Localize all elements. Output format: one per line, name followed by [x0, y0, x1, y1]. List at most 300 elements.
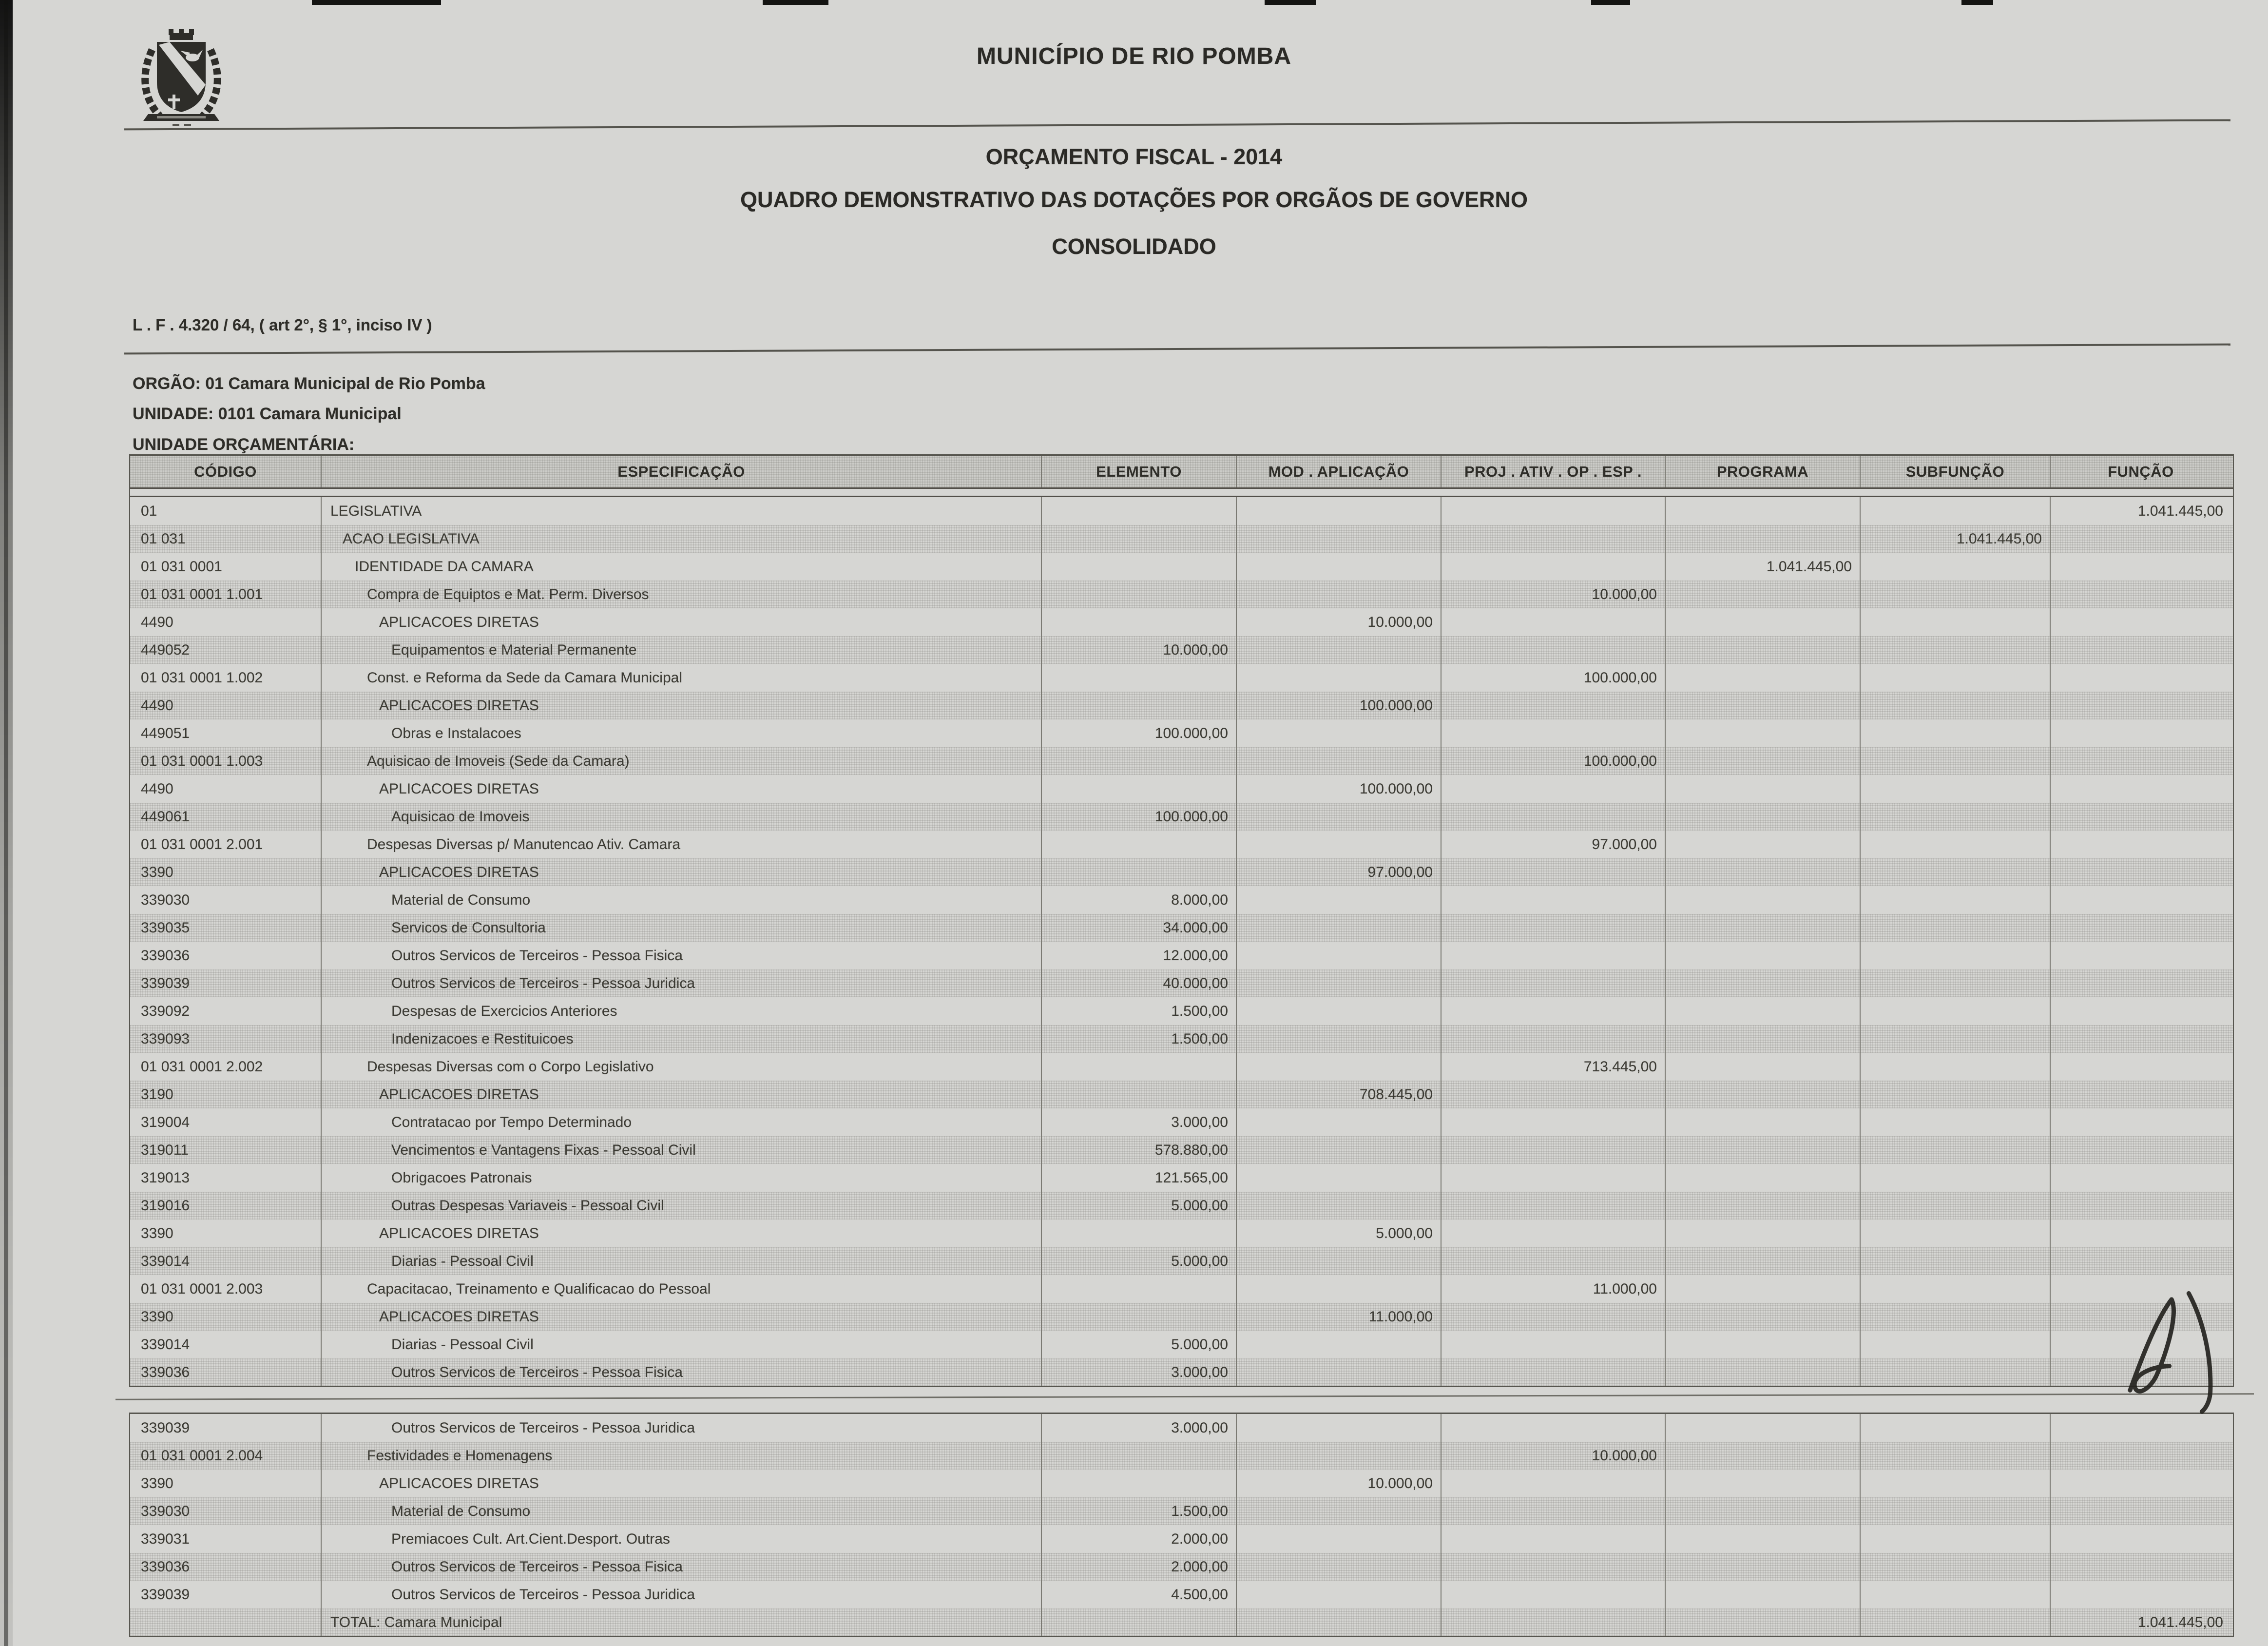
funcao-cell	[2051, 1164, 2231, 1192]
elemento-cell	[1042, 1470, 1237, 1497]
programa-cell	[1666, 525, 1861, 553]
mod-aplicacao-cell	[1237, 636, 1442, 664]
code-cell: 3390	[130, 1470, 322, 1497]
table-row	[130, 636, 2233, 664]
table-row	[130, 1442, 2233, 1470]
spec-cell: Despesas Diversas com o Corpo Legislativo	[322, 1053, 1042, 1081]
spec-cell: Contratacao por Tempo Determinado	[322, 1108, 1042, 1136]
mod-aplicacao-cell	[1237, 1581, 1442, 1608]
elemento-cell	[1042, 608, 1237, 636]
programa-cell	[1666, 1053, 1861, 1081]
funcao-cell	[2051, 914, 2231, 942]
column-header-4: PROJ . ATIV . OP . ESP .	[1442, 456, 1666, 487]
mod-aplicacao-cell: 10.000,00	[1237, 608, 1442, 636]
code-cell	[130, 1608, 322, 1636]
mod-aplicacao-cell	[1237, 1136, 1442, 1164]
elemento-cell: 1.500,00	[1042, 1497, 1237, 1525]
mod-aplicacao-cell	[1237, 942, 1442, 969]
code-cell: 01 031	[130, 525, 322, 553]
subfuncao-cell	[1861, 1525, 2051, 1553]
programa-cell	[1666, 942, 1861, 969]
table-row	[130, 664, 2233, 692]
subfuncao-cell	[1861, 1331, 2051, 1358]
spec-cell: Outros Servicos de Terceiros - Pessoa Juridica	[322, 1414, 1042, 1442]
proj-ativ-op-esp-cell	[1442, 1470, 1666, 1497]
proj-ativ-op-esp-cell	[1442, 1164, 1666, 1192]
mod-aplicacao-cell	[1237, 1331, 1442, 1358]
programa-cell	[1666, 775, 1861, 803]
funcao-cell	[2051, 1442, 2231, 1470]
elemento-cell: 1.500,00	[1042, 1025, 1237, 1053]
table-header-double-line	[130, 489, 2233, 497]
mod-aplicacao-cell: 97.000,00	[1237, 858, 1442, 886]
mod-aplicacao-cell	[1237, 886, 1442, 914]
funcao-cell	[2051, 1136, 2231, 1164]
spec-cell: TOTAL: Camara Municipal	[322, 1608, 1042, 1636]
proj-ativ-op-esp-cell	[1442, 1414, 1666, 1442]
proj-ativ-op-esp-cell	[1442, 942, 1666, 969]
elemento-cell	[1042, 497, 1237, 525]
subfuncao-cell	[1861, 969, 2051, 997]
programa-cell	[1666, 1414, 1861, 1442]
subfuncao-cell	[1861, 1553, 2051, 1581]
column-header-2: ELEMENTO	[1042, 456, 1237, 487]
subfuncao-cell	[1861, 1470, 2051, 1497]
table-row	[130, 831, 2233, 858]
code-cell: 339036	[130, 1358, 322, 1386]
subfuncao-cell	[1861, 1053, 2051, 1081]
elemento-cell: 4.500,00	[1042, 1581, 1237, 1608]
programa-cell	[1666, 1192, 1861, 1220]
unidade-orcamentaria-line: UNIDADE ORÇAMENTÁRIA:	[133, 435, 355, 454]
table-row	[130, 858, 2233, 886]
mod-aplicacao-cell	[1237, 1247, 1442, 1275]
proj-ativ-op-esp-cell	[1442, 1220, 1666, 1247]
elemento-cell	[1042, 775, 1237, 803]
budget-table-section-1	[129, 454, 2234, 1387]
spec-cell: Aquisicao de Imoveis (Sede da Camara)	[322, 747, 1042, 775]
table-row	[130, 1303, 2233, 1331]
elemento-cell	[1042, 858, 1237, 886]
spec-cell: Material de Consumo	[322, 886, 1042, 914]
table-row	[130, 1081, 2233, 1108]
subfuncao-cell	[1861, 997, 2051, 1025]
proj-ativ-op-esp-cell: 11.000,00	[1442, 1275, 1666, 1303]
spec-cell: Const. e Reforma da Sede da Camara Municipal	[322, 664, 1042, 692]
scan-top-mark	[1591, 0, 1630, 5]
funcao-cell	[2051, 831, 2231, 858]
spec-cell: Festividades e Homenagens	[322, 1442, 1042, 1470]
code-cell: 319004	[130, 1108, 322, 1136]
proj-ativ-op-esp-cell	[1442, 803, 1666, 831]
proj-ativ-op-esp-cell	[1442, 497, 1666, 525]
subfuncao-cell	[1861, 1275, 2051, 1303]
code-cell: 319013	[130, 1164, 322, 1192]
elemento-cell: 10.000,00	[1042, 636, 1237, 664]
table-row	[130, 1220, 2233, 1247]
unidade-line: UNIDADE: 0101 Camara Municipal	[133, 405, 402, 423]
mod-aplicacao-cell: 5.000,00	[1237, 1220, 1442, 1247]
proj-ativ-op-esp-cell	[1442, 886, 1666, 914]
proj-ativ-op-esp-cell	[1442, 858, 1666, 886]
orgao-line: ORGÃO: 01 Camara Municipal de Rio Pomba	[133, 374, 485, 393]
funcao-cell	[2051, 1192, 2231, 1220]
spec-cell: APLICACOES DIRETAS	[322, 1081, 1042, 1108]
funcao-cell	[2051, 1470, 2231, 1497]
subfuncao-cell	[1861, 914, 2051, 942]
funcao-cell	[2051, 803, 2231, 831]
programa-cell	[1666, 719, 1861, 747]
subfuncao-cell	[1861, 1414, 2051, 1442]
spec-cell: APLICACOES DIRETAS	[322, 692, 1042, 719]
document-scope: CONSOLIDADO	[1052, 234, 1216, 259]
elemento-cell	[1042, 1220, 1237, 1247]
spec-cell: Premiacoes Cult. Art.Cient.Desport. Outras	[322, 1525, 1042, 1553]
code-cell: 01 031 0001 2.004	[130, 1442, 322, 1470]
programa-cell	[1666, 1108, 1861, 1136]
programa-cell	[1666, 1470, 1861, 1497]
elemento-cell: 121.565,00	[1042, 1164, 1237, 1192]
programa-cell	[1666, 1303, 1861, 1331]
spec-cell: Outros Servicos de Terceiros - Pessoa Fisica	[322, 1358, 1042, 1386]
legal-divider-line	[124, 344, 2230, 355]
elemento-cell: 2.000,00	[1042, 1553, 1237, 1581]
programa-cell	[1666, 858, 1861, 886]
mod-aplicacao-cell	[1237, 831, 1442, 858]
programa-cell	[1666, 914, 1861, 942]
column-header-3: MOD . APLICAÇÃO	[1237, 456, 1442, 487]
mod-aplicacao-cell: 11.000,00	[1237, 1303, 1442, 1331]
proj-ativ-op-esp-cell	[1442, 1581, 1666, 1608]
spec-cell: Outros Servicos de Terceiros - Pessoa Fisica	[322, 942, 1042, 969]
mod-aplicacao-cell	[1237, 1053, 1442, 1081]
elemento-cell	[1042, 1081, 1237, 1108]
subfuncao-cell	[1861, 1581, 2051, 1608]
proj-ativ-op-esp-cell	[1442, 1025, 1666, 1053]
mod-aplicacao-cell	[1237, 553, 1442, 581]
programa-cell	[1666, 1081, 1861, 1108]
subfuncao-cell	[1861, 942, 2051, 969]
table-row	[130, 1331, 2233, 1358]
elemento-cell	[1042, 1303, 1237, 1331]
funcao-cell	[2051, 525, 2231, 553]
subfuncao-cell	[1861, 1442, 2051, 1470]
spec-cell: Outros Servicos de Terceiros - Pessoa Juridica	[322, 1581, 1042, 1608]
code-cell: 339030	[130, 1497, 322, 1525]
mod-aplicacao-cell	[1237, 914, 1442, 942]
funcao-cell	[2051, 664, 2231, 692]
code-cell: 319016	[130, 1192, 322, 1220]
funcao-cell	[2051, 636, 2231, 664]
table-row	[130, 1275, 2233, 1303]
spec-cell: APLICACOES DIRETAS	[322, 1220, 1042, 1247]
proj-ativ-op-esp-cell: 10.000,00	[1442, 581, 1666, 608]
programa-cell	[1666, 1442, 1861, 1470]
programa-cell	[1666, 1553, 1861, 1581]
code-cell: 449061	[130, 803, 322, 831]
table-row	[130, 581, 2233, 608]
elemento-cell: 5.000,00	[1042, 1331, 1237, 1358]
table-row	[130, 1108, 2233, 1136]
funcao-cell	[2051, 942, 2231, 969]
table-row	[130, 1192, 2233, 1220]
proj-ativ-op-esp-cell	[1442, 1553, 1666, 1581]
code-cell: 339039	[130, 1414, 322, 1442]
mod-aplicacao-cell	[1237, 1525, 1442, 1553]
scan-top-mark	[312, 0, 441, 5]
mod-aplicacao-cell	[1237, 719, 1442, 747]
programa-cell	[1666, 1247, 1861, 1275]
programa-cell	[1666, 1331, 1861, 1358]
code-cell: 339036	[130, 1553, 322, 1581]
proj-ativ-op-esp-cell	[1442, 1247, 1666, 1275]
programa-cell	[1666, 664, 1861, 692]
programa-cell	[1666, 1136, 1861, 1164]
proj-ativ-op-esp-cell	[1442, 1331, 1666, 1358]
table-row	[130, 553, 2233, 581]
spec-cell: APLICACOES DIRETAS	[322, 1303, 1042, 1331]
mod-aplicacao-cell	[1237, 1358, 1442, 1386]
spec-cell: APLICACOES DIRETAS	[322, 775, 1042, 803]
proj-ativ-op-esp-cell: 100.000,00	[1442, 664, 1666, 692]
column-header-7: FUNÇÃO	[2108, 463, 2174, 480]
proj-ativ-op-esp-cell	[1442, 1192, 1666, 1220]
subfuncao-cell	[1861, 1108, 2051, 1136]
spec-cell: Outros Servicos de Terceiros - Pessoa Fisica	[322, 1553, 1042, 1581]
programa-cell	[1666, 747, 1861, 775]
code-cell: 319011	[130, 1136, 322, 1164]
spec-cell: Obrigacoes Patronais	[322, 1164, 1042, 1192]
proj-ativ-op-esp-cell: 97.000,00	[1442, 831, 1666, 858]
table-row	[130, 1053, 2233, 1081]
subfuncao-cell	[1861, 1497, 2051, 1525]
table-bottom-double-line	[115, 1393, 2254, 1400]
subfuncao-cell	[1861, 636, 2051, 664]
programa-cell	[1666, 581, 1861, 608]
mod-aplicacao-cell: 708.445,00	[1237, 1081, 1442, 1108]
mod-aplicacao-cell	[1237, 747, 1442, 775]
code-cell: 339036	[130, 942, 322, 969]
programa-cell	[1666, 636, 1861, 664]
spec-cell: APLICACOES DIRETAS	[322, 1470, 1042, 1497]
table-row	[130, 886, 2233, 914]
elemento-cell: 12.000,00	[1042, 942, 1237, 969]
subfuncao-cell	[1861, 719, 2051, 747]
funcao-cell: 1.041.445,00	[2137, 503, 2223, 519]
spec-cell: Equipamentos e Material Permanente	[322, 636, 1042, 664]
funcao-cell	[2051, 858, 2231, 886]
mod-aplicacao-cell	[1237, 969, 1442, 997]
mod-aplicacao-cell	[1237, 581, 1442, 608]
funcao-cell	[2051, 969, 2231, 997]
column-header-1: ESPECIFICAÇÃO	[322, 456, 1042, 487]
proj-ativ-op-esp-cell	[1442, 914, 1666, 942]
legal-reference: L . F . 4.320 / 64, ( art 2°, § 1°, inciso IV )	[133, 316, 432, 334]
elemento-cell: 40.000,00	[1042, 969, 1237, 997]
proj-ativ-op-esp-cell	[1442, 1081, 1666, 1108]
programa-cell	[1666, 1220, 1861, 1247]
spec-cell: Material de Consumo	[322, 1497, 1042, 1525]
subfuncao-cell	[1861, 497, 2051, 525]
column-header-6: SUBFUNÇÃO	[1861, 456, 2051, 487]
elemento-cell	[1042, 1608, 1237, 1636]
spec-cell: Outras Despesas Variaveis - Pessoal Civil	[322, 1192, 1042, 1220]
subfuncao-cell	[1861, 803, 2051, 831]
programa-cell	[1666, 969, 1861, 997]
elemento-cell: 8.000,00	[1042, 886, 1237, 914]
spec-cell: Aquisicao de Imoveis	[322, 803, 1042, 831]
elemento-cell	[1042, 553, 1237, 581]
proj-ativ-op-esp-cell	[1442, 1136, 1666, 1164]
funcao-cell	[2051, 1025, 2231, 1053]
funcao-cell	[2051, 997, 2231, 1025]
subfuncao-cell	[1861, 581, 2051, 608]
funcao-cell	[2051, 775, 2231, 803]
programa-cell	[1666, 1164, 1861, 1192]
elemento-cell: 3.000,00	[1042, 1108, 1237, 1136]
subfuncao-cell	[1861, 1136, 2051, 1164]
table-row	[130, 1525, 2233, 1553]
proj-ativ-op-esp-cell	[1442, 1108, 1666, 1136]
table-body-section-2	[130, 1414, 2233, 1636]
subfuncao-cell	[1861, 1608, 2051, 1636]
subfuncao-cell	[1861, 1358, 2051, 1386]
proj-ativ-op-esp-cell: 713.445,00	[1442, 1053, 1666, 1081]
table-row	[130, 497, 2233, 525]
elemento-cell: 100.000,00	[1042, 803, 1237, 831]
code-cell: 01 031 0001 2.003	[130, 1275, 322, 1303]
spec-cell: ACAO LEGISLATIVA	[322, 525, 1042, 553]
proj-ativ-op-esp-cell	[1442, 553, 1666, 581]
programa-cell	[1666, 997, 1861, 1025]
proj-ativ-op-esp-cell	[1442, 692, 1666, 719]
subfuncao-cell	[1861, 831, 2051, 858]
mod-aplicacao-cell	[1237, 664, 1442, 692]
programa-cell	[1666, 608, 1861, 636]
proj-ativ-op-esp-cell	[1442, 719, 1666, 747]
spec-cell: APLICACOES DIRETAS	[322, 608, 1042, 636]
elemento-cell	[1042, 1275, 1237, 1303]
proj-ativ-op-esp-cell	[1442, 997, 1666, 1025]
proj-ativ-op-esp-cell: 10.000,00	[1442, 1442, 1666, 1470]
municipality-title: MUNICÍPIO DE RIO POMBA	[976, 43, 1292, 69]
table-header-row	[130, 456, 2233, 489]
subfuncao-cell	[1861, 608, 2051, 636]
document-subtitle: QUADRO DEMONSTRATIVO DAS DOTAÇÕES POR ORGÃOS DE GOVERNO	[740, 187, 1528, 212]
funcao-cell	[2051, 719, 2231, 747]
proj-ativ-op-esp-cell	[1442, 636, 1666, 664]
subfuncao-cell	[1861, 553, 2051, 581]
table-row	[130, 1581, 2233, 1608]
funcao-cell	[2051, 581, 2231, 608]
code-cell: 339092	[130, 997, 322, 1025]
code-cell: 4490	[130, 775, 322, 803]
code-cell: 4490	[130, 608, 322, 636]
budget-table-section-2	[129, 1413, 2234, 1637]
elemento-cell	[1042, 664, 1237, 692]
funcao-cell	[2051, 608, 2231, 636]
code-cell: 01 031 0001 2.002	[130, 1053, 322, 1081]
mod-aplicacao-cell	[1237, 1442, 1442, 1470]
programa-cell	[1666, 1608, 1861, 1636]
funcao-cell	[2051, 1553, 2231, 1581]
table-row	[130, 914, 2233, 942]
funcao-cell	[2051, 1581, 2231, 1608]
elemento-cell: 100.000,00	[1042, 719, 1237, 747]
subfuncao-cell	[1861, 1081, 2051, 1108]
funcao-cell	[2051, 747, 2231, 775]
table-row	[130, 747, 2233, 775]
code-cell: 449052	[130, 636, 322, 664]
funcao-cell	[2051, 1525, 2231, 1553]
spec-cell: Diarias - Pessoal Civil	[322, 1247, 1042, 1275]
table-row	[130, 1136, 2233, 1164]
table-row	[130, 525, 2233, 553]
mod-aplicacao-cell	[1237, 1025, 1442, 1053]
elemento-cell: 1.500,00	[1042, 997, 1237, 1025]
table-row	[130, 1247, 2233, 1275]
funcao-cell	[2051, 1053, 2231, 1081]
elemento-cell	[1042, 581, 1237, 608]
proj-ativ-op-esp-cell: 100.000,00	[1442, 747, 1666, 775]
subfuncao-cell	[1861, 858, 2051, 886]
table-row	[130, 969, 2233, 997]
mod-aplicacao-cell	[1237, 1164, 1442, 1192]
code-cell: 01 031 0001 2.001	[130, 831, 322, 858]
programa-cell	[1666, 1581, 1861, 1608]
code-cell: 339035	[130, 914, 322, 942]
programa-cell	[1666, 1275, 1861, 1303]
mod-aplicacao-cell	[1237, 1497, 1442, 1525]
code-cell: 01 031 0001	[130, 553, 322, 581]
mod-aplicacao-cell	[1237, 1275, 1442, 1303]
elemento-cell: 34.000,00	[1042, 914, 1237, 942]
funcao-cell	[2051, 1220, 2231, 1247]
programa-cell	[1666, 497, 1861, 525]
subfuncao-cell	[1861, 1164, 2051, 1192]
spec-cell: Capacitacao, Treinamento e Qualificacao do Pessoal	[322, 1275, 1042, 1303]
mod-aplicacao-cell: 10.000,00	[1237, 1470, 1442, 1497]
elemento-cell: 3.000,00	[1042, 1414, 1237, 1442]
scan-top-mark	[1961, 0, 1993, 5]
elemento-cell: 5.000,00	[1042, 1192, 1237, 1220]
code-cell: 339030	[130, 886, 322, 914]
subfuncao-cell	[1861, 1220, 2051, 1247]
proj-ativ-op-esp-cell	[1442, 1303, 1666, 1331]
funcao-cell	[2051, 553, 2231, 581]
subfuncao-cell	[1861, 1192, 2051, 1220]
code-cell: 339039	[130, 1581, 322, 1608]
table-row	[130, 803, 2233, 831]
spec-cell: LEGISLATIVA	[322, 497, 1042, 525]
elemento-cell	[1042, 831, 1237, 858]
table-row	[130, 1497, 2233, 1525]
code-cell: 339014	[130, 1247, 322, 1275]
subfuncao-cell	[1861, 1025, 2051, 1053]
spec-cell: IDENTIDADE DA CAMARA	[322, 553, 1042, 581]
code-cell: 3390	[130, 1303, 322, 1331]
programa-cell	[1666, 1358, 1861, 1386]
spec-cell: Vencimentos e Vantagens Fixas - Pessoal Civil	[322, 1136, 1042, 1164]
proj-ativ-op-esp-cell	[1442, 1358, 1666, 1386]
spec-cell: Despesas de Exercicios Anteriores	[322, 997, 1042, 1025]
subfuncao-cell	[1861, 1247, 2051, 1275]
mod-aplicacao-cell	[1237, 525, 1442, 553]
code-cell: 01 031 0001 1.003	[130, 747, 322, 775]
table-row	[130, 775, 2233, 803]
table-total-row	[130, 1608, 2233, 1636]
funcao-cell	[2051, 1497, 2231, 1525]
